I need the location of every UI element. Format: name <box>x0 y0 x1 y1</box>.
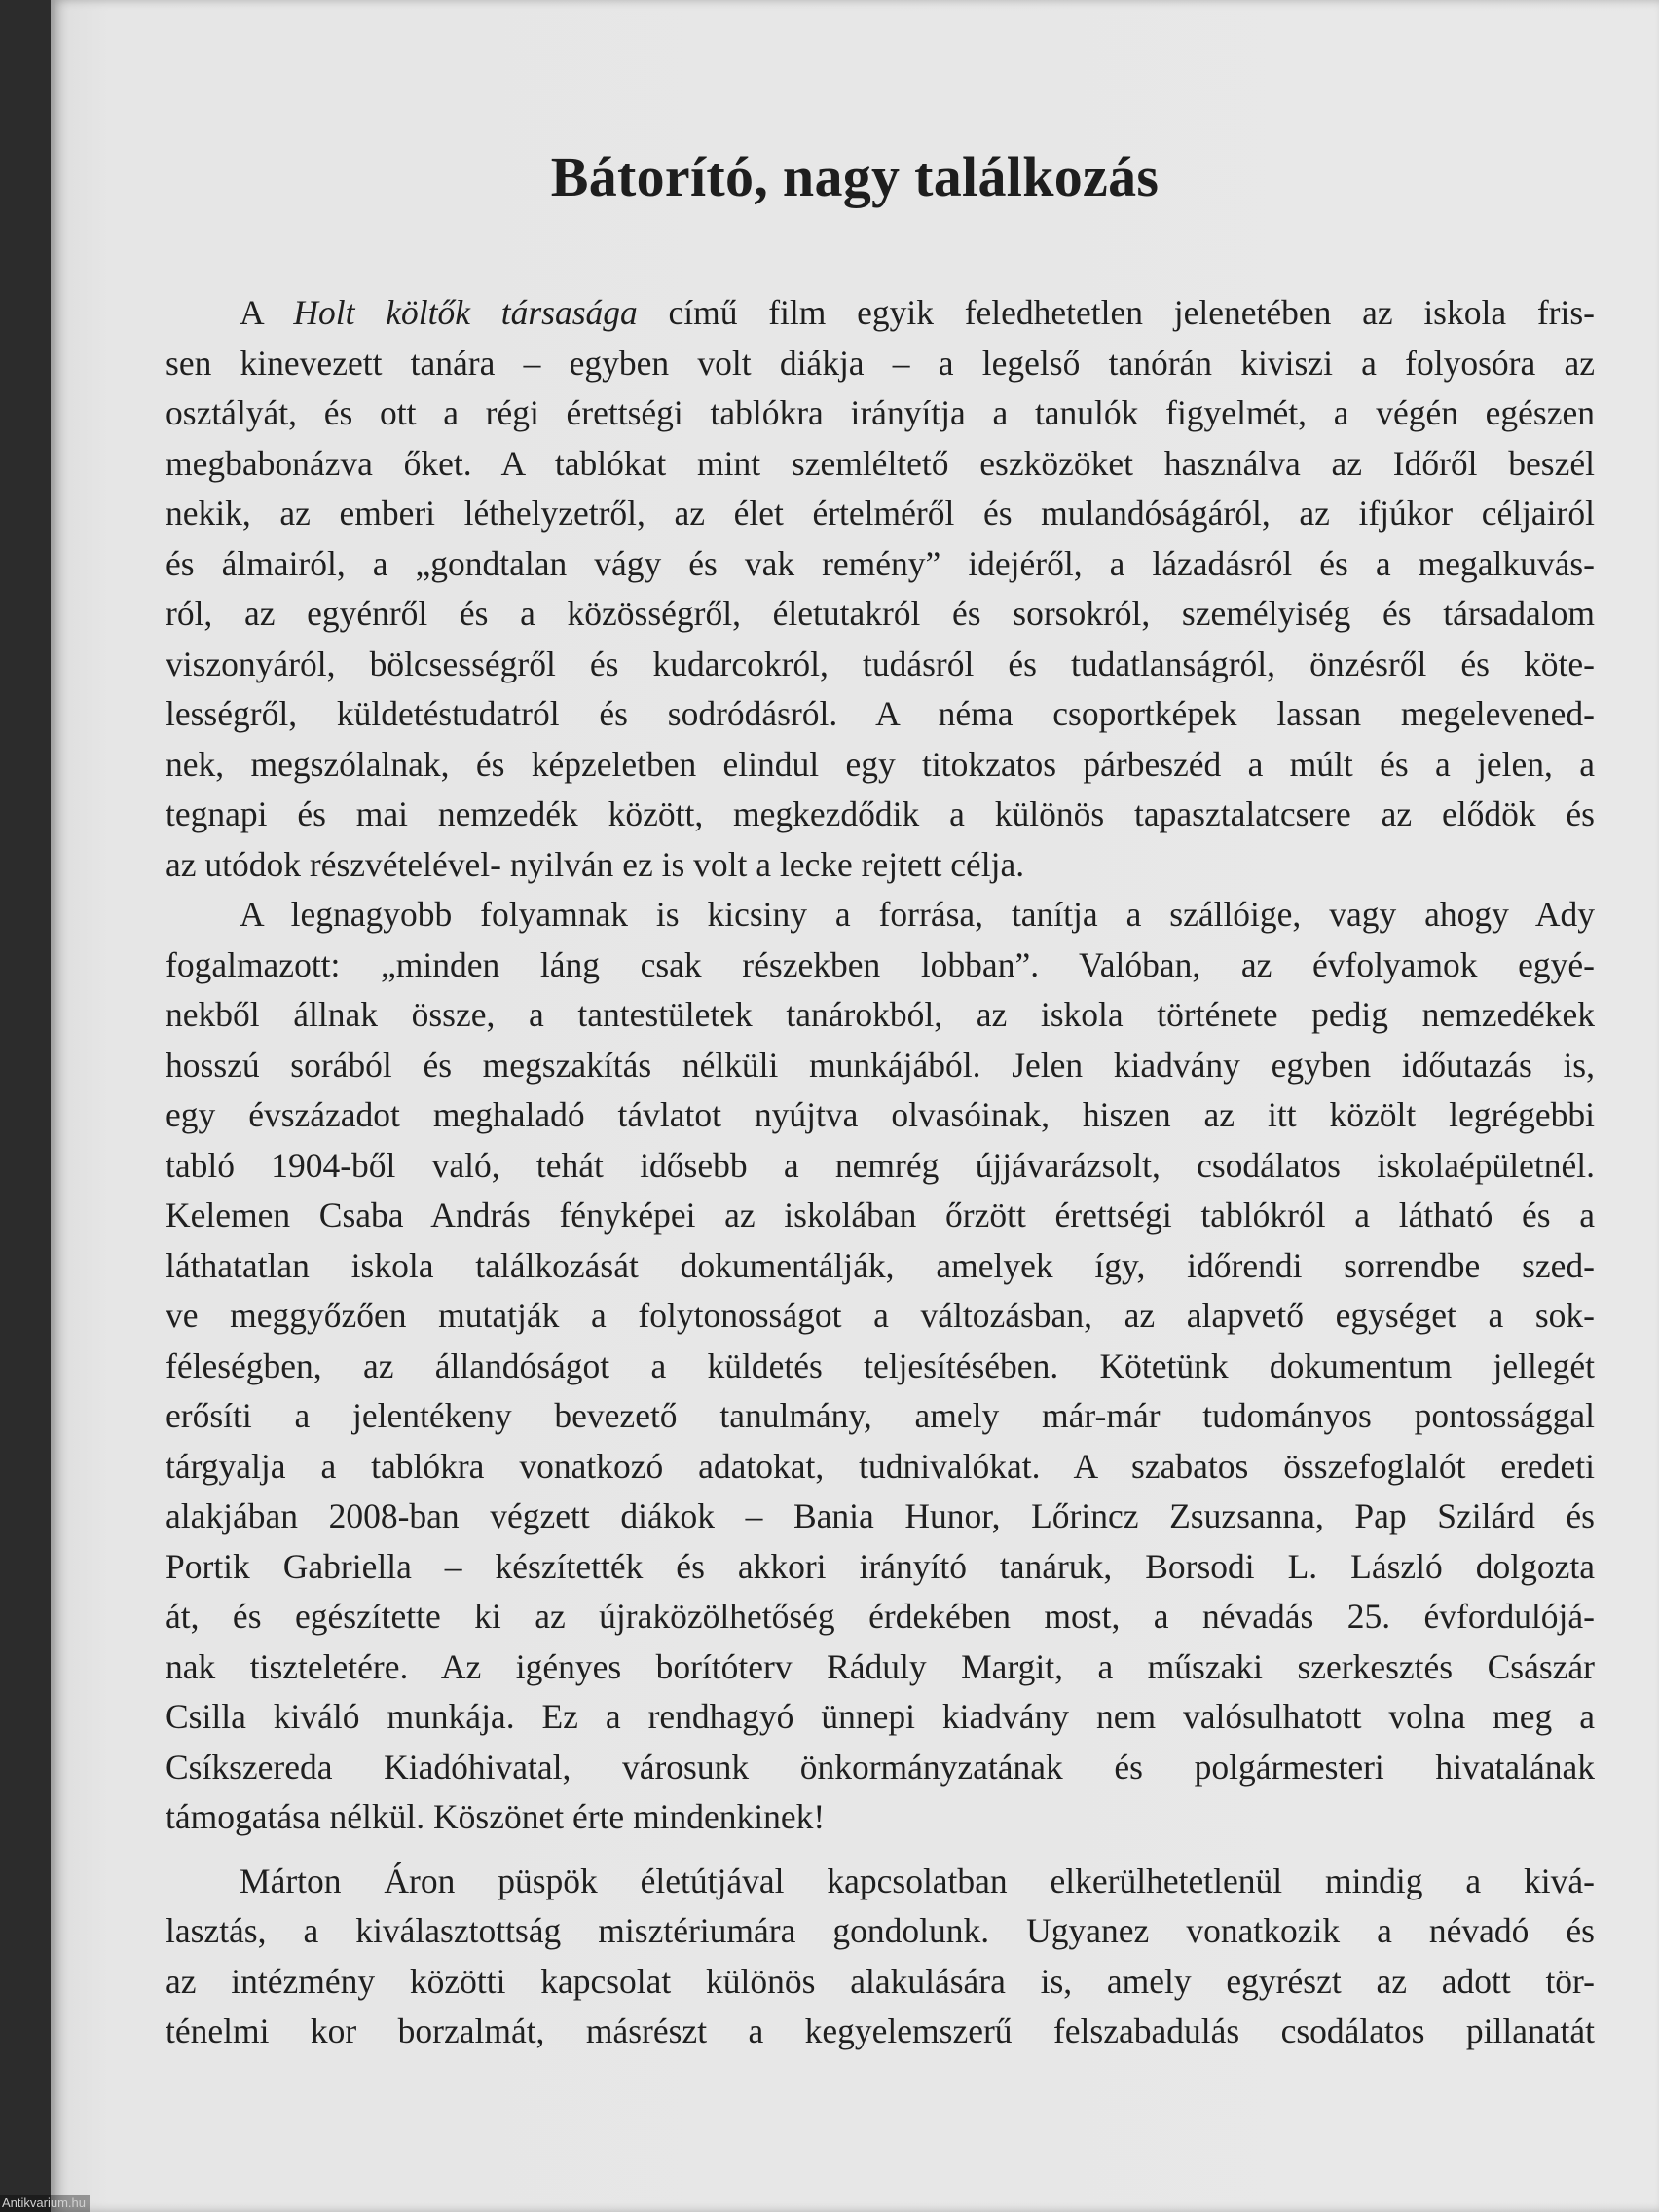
text-line: és álmairól, a „gondtalan vágy és vak remény” idejéről, a lázadásról és a megalkuvás- <box>166 543 1595 583</box>
text-line: viszonyáról, bölcsességről és kudarcokról, tudásról és tudatlanságról, önzésről és köte- <box>166 644 1595 683</box>
book-page <box>51 0 1659 2212</box>
text-line <box>166 288 1595 339</box>
film-title: Holt költők társasága <box>293 293 638 332</box>
text-line: fogalmazott: „minden láng csak részekben lobban”. Valóban, az évfolyamok egyé- <box>166 944 1595 984</box>
text-line: Kelemen Csaba András fényképei az iskolában őrzött érettségi tablókról a látható és a <box>166 1196 1595 1235</box>
text-segment: A <box>240 293 294 332</box>
text-line: sen kinevezett tanára – egyben volt diákja – a legelső tanórán kiviszi a folyosóra az <box>166 343 1595 383</box>
text-line: támogatása nélkül. Köszönet érte mindenkinek! <box>166 1797 826 1836</box>
text-line: nak tiszteletére. Az igényes borítóterv Ráduly Margit, a műszaki szerkesztés Császár <box>166 1646 1595 1686</box>
text-line: tegnapi és mai nemzedék között, megkezdődik a különös tapasztalatcsere az elődök és <box>166 794 1595 833</box>
watermark: Antikvarium.hu <box>0 2195 90 2212</box>
text-line: Csíkszereda Kiadóhivatal, városunk önkormányzatának és polgármesteri hivatalának <box>166 1747 1595 1787</box>
text-line: nekik, az emberi léthelyzetről, az élet értelméről és mulandóságáról, az ifjúkor céljairól <box>166 494 1595 533</box>
text-line: ve meggyőzően mutatják a folytonosságot a változásban, az alapvető egységet a sok- <box>166 1296 1595 1335</box>
text-line: az intézmény közötti kapcsolat különös alakulására is, amely egyrészt az adott tör- <box>166 1961 1595 2001</box>
text-line: hosszú sorából és megszakítás nélküli munkájából. Jelen kiadvány egyben időutazás is, <box>166 1045 1595 1085</box>
page-title: Bátorító, nagy találkozás <box>550 145 1160 208</box>
text-line: nek, megszólalnak, és képzeletben elindul egy titokzatos párbeszéd a múlt és a jelen, a <box>166 744 1595 784</box>
text-line: megbabonázva őket. A tablókat mint szemléltető eszközöket használva az Időről beszél <box>166 443 1595 483</box>
text-line: féleségben, az állandóságot a küldetés teljesítésében. Kötetünk dokumentum jellegét <box>166 1346 1595 1385</box>
text-line: ról, az egyénről és a közösségről, életutakról és sorsokról, személyiség és társadalom <box>166 594 1595 633</box>
text-line: ténelmi kor borzalmát, másrészt a kegyelemszerű felszabadulás csodálatos pillanatát <box>166 2011 1595 2050</box>
text-line: A legnagyobb folyamnak is kicsiny a forrása, tanítja a szállóige, vagy ahogy Ady <box>240 895 1595 934</box>
text-line: tabló 1904-ből való, tehát idősebb a nemrég újjávarázsolt, csodálatos iskolaépületnél. <box>166 1145 1595 1185</box>
text-line: lességről, küldetéstudatról és sodródásról. A néma csoportképek lassan megelevened- <box>166 694 1595 733</box>
text-line: erősíti a jelentékeny bevezető tanulmány, amely már-már tudományos pontossággal <box>166 1396 1595 1435</box>
text-line: tárgyalja a tablókra vonatkozó adatokat, tudnivalókat. A szabatos összefoglalót eredeti <box>166 1446 1595 1486</box>
body-text <box>166 288 1595 2057</box>
text-line: lasztás, a kiválasztottság misztériumára gondolunk. Ugyanez vonatkozik a névadó és <box>166 1911 1595 1950</box>
text-line: az utódok részvételével- nyilván ez is volt a lecke rejtett célja. <box>166 844 1025 884</box>
text-line: nekből állnak össze, a tantestületek tanárokból, az iskola története pedig nemzedékek <box>166 995 1595 1034</box>
text-line: át, és egészítette ki az újraközölhetőség érdekében most, a névadás 25. évfordulójá- <box>166 1597 1595 1636</box>
text-segment: című film egyik feledhetetlen jelenetében az iskola fris- <box>637 293 1595 332</box>
text-line: Csilla kiváló munkája. Ez a rendhagyó ünnepi kiadvány nem valósulhatott volna meg a <box>166 1697 1595 1736</box>
text-line: alakjában 2008-ban végzett diákok – Bania Hunor, Lőrincz Zsuzsanna, Pap Szilárd és <box>166 1496 1595 1535</box>
text-line: egy évszázadot meghaladó távlatot nyújtva olvasóinak, hiszen az itt közölt legrégebbi <box>166 1095 1595 1134</box>
text-line: láthatatlan iskola találkozását dokumentálják, amelyek így, időrendi sorrendbe szed- <box>166 1245 1595 1285</box>
text-line: Márton Áron püspök életútjával kapcsolatban elkerülhetetlenül mindig a kivá- <box>240 1861 1595 1900</box>
text-line: Portik Gabriella – készítették és akkori irányító tanáruk, Borsodi L. László dolgozta <box>166 1546 1595 1586</box>
text-line: osztályát, és ott a régi érettségi tablókra irányítja a tanulók figyelmét, a végén egészen <box>166 393 1595 432</box>
